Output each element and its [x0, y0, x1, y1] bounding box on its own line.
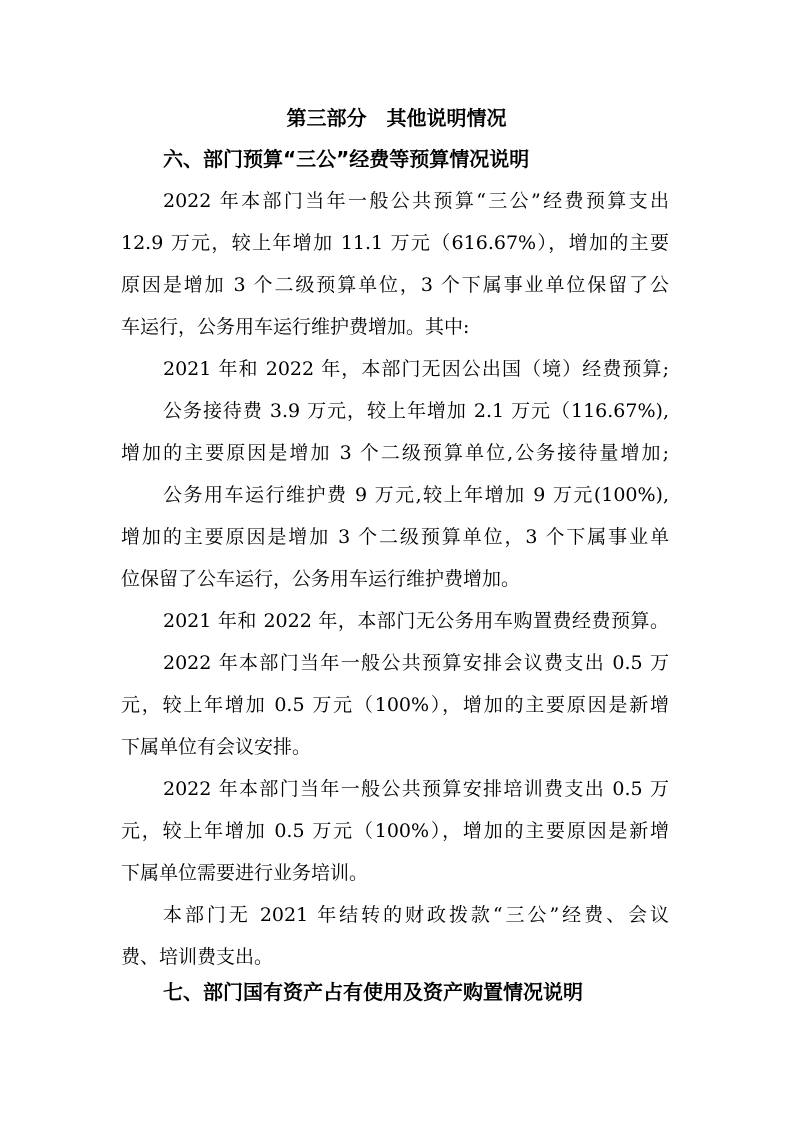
paragraph-line: 2022 年本部门当年一般公共预算“三公”经费预算支出: [163, 190, 669, 212]
paragraph-line: 位保留了公车运行，公务用车运行维护费增加。: [121, 568, 521, 590]
paragraph-line: 公务接待费 3.9 万元，较上年增加 2.1 万元（116.67%),: [163, 400, 669, 422]
paragraph-line: 公务用车运行维护费 9 万元,较上年增加 9 万元(100%),: [163, 484, 669, 506]
paragraph-line: 下属单位需要进行业务培训。: [121, 862, 369, 884]
paragraph-line: 本部门无 2021 年结转的财政拨款“三公”经费、会议: [163, 904, 669, 926]
page-title: 第三部分 其他说明情况: [286, 106, 507, 130]
paragraph-line: 费、培训费支出。: [121, 946, 274, 968]
paragraph-line: 车运行，公务用车运行维护费增加。其中:: [121, 316, 470, 338]
section-heading-6: 六、部门预算“三公”经费等预算情况说明: [163, 147, 530, 171]
paragraph-line: 下属单位有会议安排。: [121, 736, 312, 758]
paragraph-line: 增加的主要原因是增加 3 个二级预算单位，3 个下属事业单: [121, 526, 669, 548]
section-heading-7: 七、部门国有资产占有使用及资产购置情况说明: [163, 980, 583, 1004]
paragraph-line: 增加的主要原因是增加 3 个二级预算单位,公务接待量增加;: [121, 442, 669, 464]
paragraph-line: 元，较上年增加 0.5 万元（100%），增加的主要原因是新增: [121, 694, 669, 716]
paragraph-line: 12.9 万元，较上年增加 11.1 万元（616.67%），增加的主要: [121, 232, 669, 254]
paragraph-line: 2022 年本部门当年一般公共预算安排培训费支出 0.5 万: [163, 778, 669, 800]
paragraph-line: 2021 年和 2022 年，本部门无公务用车购置费经费预算。: [163, 610, 669, 632]
paragraph-line: 元，较上年增加 0.5 万元（100%），增加的主要原因是新增: [121, 820, 669, 842]
paragraph-line: 原因是增加 3 个二级预算单位，3 个下属事业单位保留了公: [121, 274, 669, 296]
paragraph-line: 2021 年和 2022 年，本部门无因公出国（境）经费预算;: [163, 358, 669, 380]
paragraph-line: 2022 年本部门当年一般公共预算安排会议费支出 0.5 万: [163, 652, 669, 674]
